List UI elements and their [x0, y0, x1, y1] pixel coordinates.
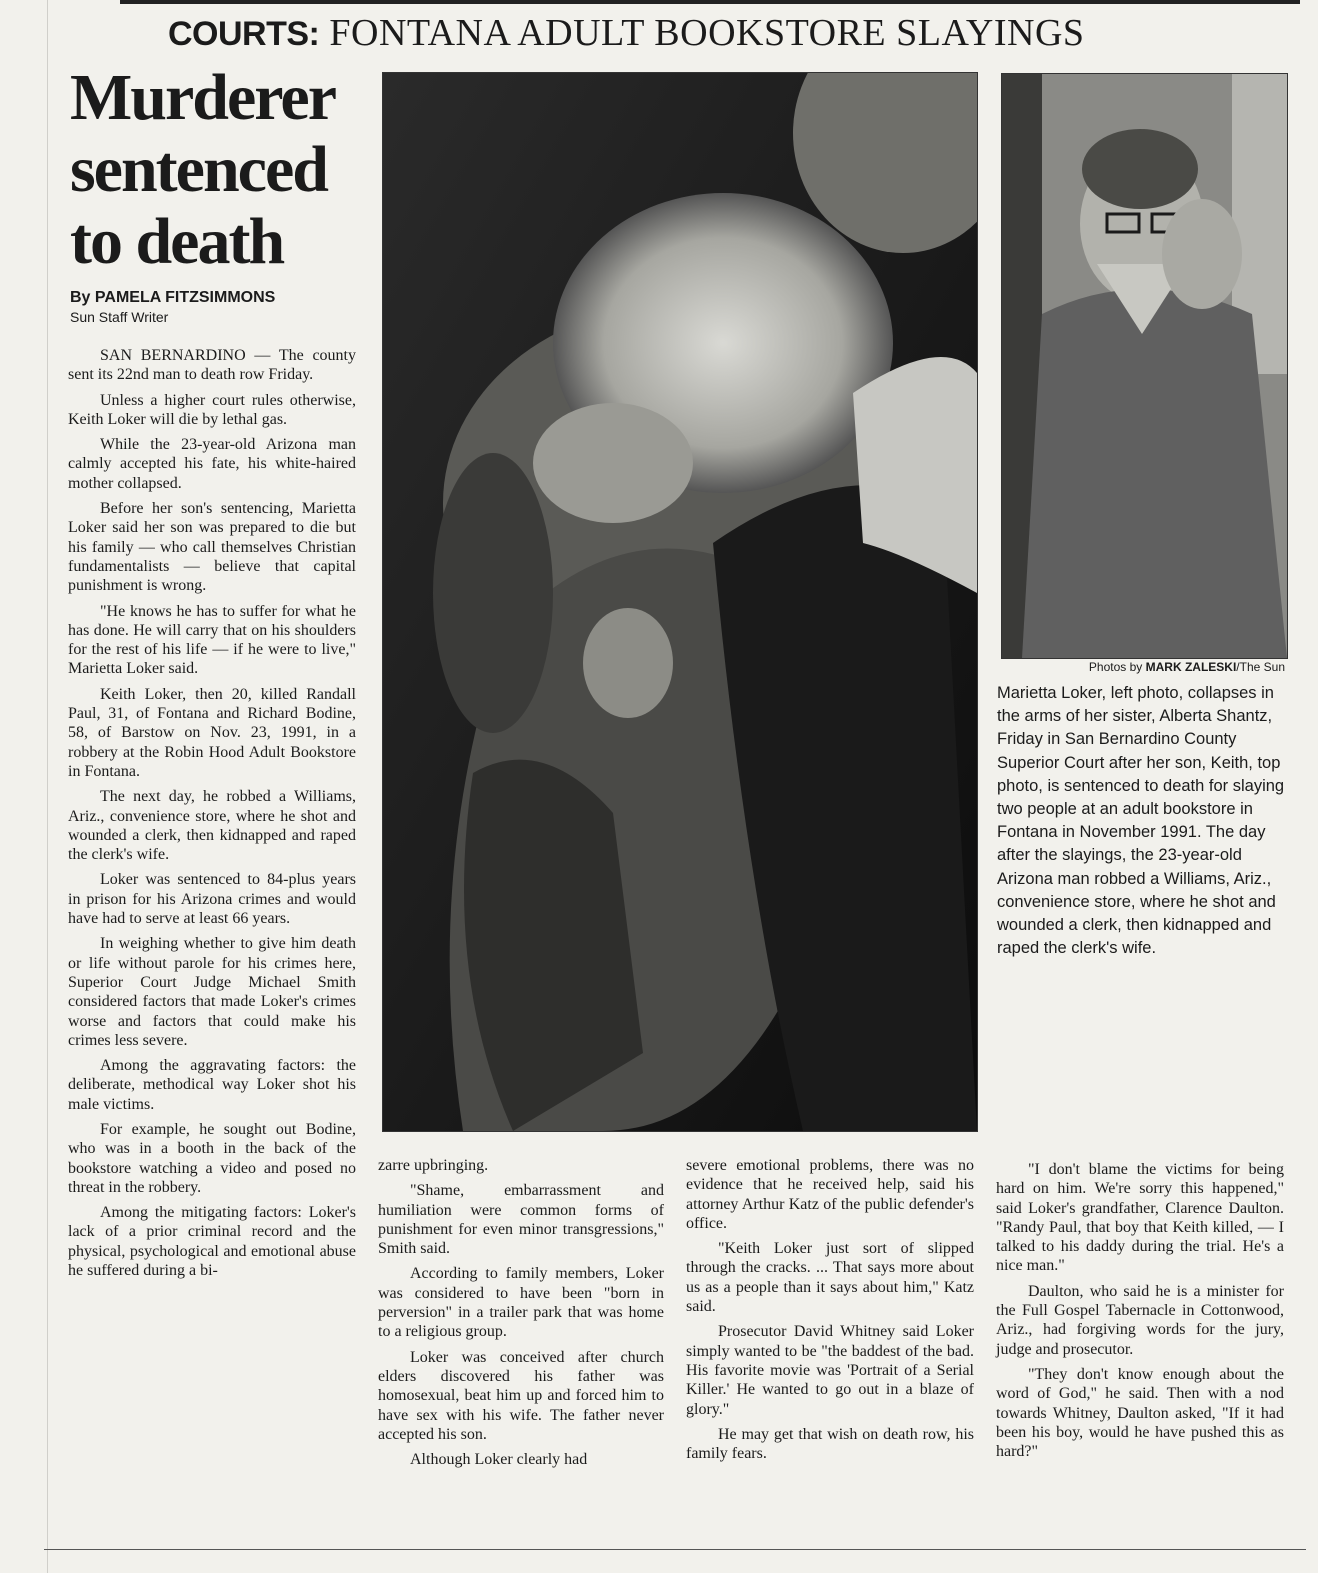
article-column-3	[686, 1156, 974, 1469]
paragraph: severe emotional problems, there was no evidence that he received help, said his attorney Arthur Katz of the public defender's office.	[686, 1157, 974, 1232]
paragraph: Loker was conceived after church elders discovered his father was homosexual, beat him up and forced him to have sex with his wife. The father never accepted his son.	[378, 1348, 664, 1443]
paragraph: Before her son's sentencing, Marietta Loker said her son was prepared to die but his family — who call themselves Christian fundamentalists — believe that capital punishment is wrong.	[68, 500, 356, 595]
main-photo	[382, 72, 978, 1132]
top-rule	[120, 0, 1300, 4]
headline-line: Murderer	[70, 61, 335, 134]
paragraph: He may get that wish on death row, his family fears.	[686, 1425, 974, 1463]
paragraph: "I don't blame the victims for being hard on him. We're sorry this happened," said Loker's grandfather, Clarence Daulton. "Randy Paul, that boy that Keith killed, — I talked to his daddy during the trial. He's a nice man."	[996, 1161, 1284, 1275]
paragraph: In weighing whether to give him death or life without parole for his crimes here, Superior Court Judge Michael Smith considered factors that made Loker's crimes worse and factors that could make his crimes less severe.	[68, 935, 356, 1049]
defendant-photo	[1001, 73, 1288, 659]
article-column-1	[68, 346, 356, 1286]
photo-caption: Marietta Loker, left photo, collapses in the arms of her sister, Alberta Shantz, Friday in San Bernardino County Superior Court after her son, Keith, top photo, is sentenced to death for slaying two people at an adult bookstore in Fontana in November 1991. The day after the slayings, the 23-year-old Arizona man robbed a Williams, Ariz., convenience store, where he shot and wounded a clerk, then kidnapped and raped the clerk's wife.	[997, 684, 1285, 958]
headline-line: sentenced	[70, 133, 327, 206]
paragraph: "They don't know enough about the word of God," he said. Then with a nod towards Whitney, Daulton asked, "If it had been his boy, would he have pushed this as hard?"	[996, 1365, 1284, 1461]
paragraph: Among the aggravating factors: the deliberate, methodical way Loker shot his male victims.	[68, 1057, 356, 1113]
photographer-name: MARK ZALESKI	[1145, 660, 1237, 674]
paragraph: Loker was sentenced to 84-plus years in prison for his Arizona crimes and would have had to serve at least 66 years.	[68, 871, 356, 928]
paragraph: The next day, he robbed a Williams, Ariz., convenience store, where he shot and wounded a clerk, then kidnapped and raped the clerk's wife.	[68, 788, 356, 864]
main-photo-image	[383, 73, 977, 1131]
paragraph: Unless a higher court rules otherwise, Keith Loker will die by lethal gas.	[68, 391, 356, 428]
paragraph: While the 23-year-old Arizona man calmly accepted his fate, his white-haired mother collapsed.	[68, 436, 356, 492]
paragraph: "He knows he has to suffer for what he has done. He will carry that on his shoulders for the rest of his life — if he were to live," Marietta Loker said.	[68, 602, 356, 678]
paragraph: For example, he sought out Bodine, who was in a booth in the back of the bookstore watching a video and posed no threat in the robbery.	[68, 1120, 356, 1196]
paragraph: According to family members, Loker was considered to have been "born in perversion" in a trailer park that was home to a religious group.	[378, 1265, 664, 1341]
kicker-label: COURTS:	[168, 15, 320, 53]
paragraph: zarre upbringing.	[378, 1157, 489, 1174]
paragraph: "Shame, embarrassment and humiliation were common forms of punishment for even minor transgressions," Smith said.	[378, 1182, 664, 1258]
headline	[70, 62, 370, 278]
paragraph: Keith Loker, then 20, killed Randall Paul, 31, of Fontana and Richard Bodine, 58, of Barstow on Nov. 23, 1991, in a robbery at the Robin Hood Adult Bookstore in Fontana.	[68, 685, 356, 780]
paragraph: Prosecutor David Whitney said Loker simply wanted to be "the baddest of the bad. His favorite movie was 'Portrait of a Serial Killer.' He wanted to go out in a blaze of glory."	[686, 1323, 974, 1418]
paragraph: "Keith Loker just sort of slipped through the cracks. ... That says more about us as a people than it says about him," Katz said.	[686, 1240, 974, 1316]
headline-line: to death	[70, 205, 284, 278]
bottom-rule	[44, 1549, 1306, 1550]
paragraph: Among the mitigating factors: Loker's lack of a prior criminal record and the physical, psychological and emotional abuse he suffered during a bi-	[68, 1204, 356, 1280]
photo-credit-prefix: Photos by	[1088, 660, 1146, 674]
byline: By PAMELA FITZSIMMONS	[70, 289, 276, 306]
paragraph: SAN BERNARDINO — The county sent its 22nd man to death row Friday.	[68, 347, 356, 384]
byline-title: Sun Staff Writer	[70, 309, 169, 325]
page-edge-rule	[47, 0, 48, 1573]
article-column-2	[378, 1156, 664, 1475]
section-kicker	[168, 10, 1085, 54]
paragraph: Daulton, who said he is a minister for the Full Gospel Tabernacle in Cottonwood, Ariz., had forgiving words for the jury, judge and prosecutor.	[996, 1282, 1284, 1358]
defendant-photo-image	[1002, 74, 1287, 658]
paragraph: Although Loker clearly had	[410, 1451, 588, 1469]
article-column-4	[996, 1160, 1284, 1467]
photo-credit	[1001, 660, 1285, 674]
photo-credit-outlet: /The Sun	[1236, 660, 1285, 674]
kicker-topic: FONTANA ADULT BOOKSTORE SLAYINGS	[329, 12, 1085, 54]
